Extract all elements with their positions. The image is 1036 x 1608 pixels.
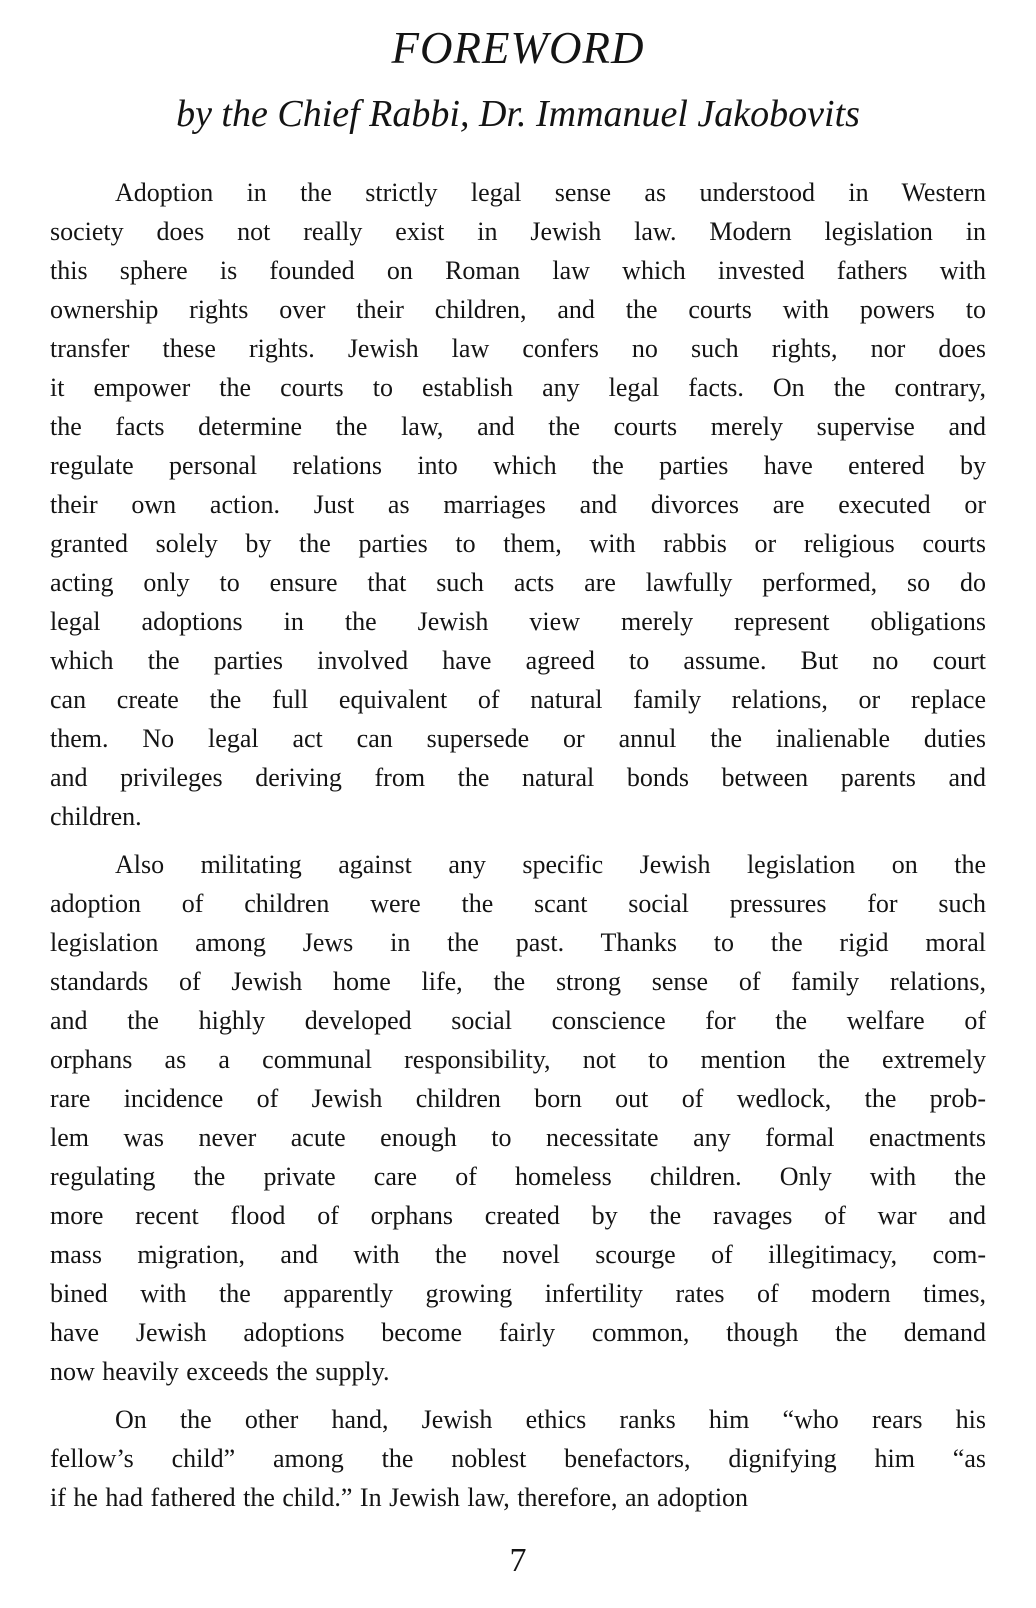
text-line: more recent flood of orphans created by the ravages of war and	[50, 1201, 986, 1230]
text-line: them. No legal act can supersede or annul the inalienable duties	[50, 724, 986, 753]
text-line: can create the full equivalent of natural family relations, or replace	[50, 685, 986, 714]
text-line: regulating the private care of homeless children. Only with the	[50, 1162, 986, 1191]
text-line: bined with the apparently growing infertility rates of modern times,	[50, 1279, 986, 1308]
text-line: adoption of children were the scant social pressures for such	[50, 889, 986, 918]
text-line: rare incidence of Jewish children born out of wedlock, the prob-	[50, 1084, 986, 1113]
paragraph-2	[50, 845, 986, 1391]
text-line: transfer these rights. Jewish law confers no such rights, nor does	[50, 334, 986, 363]
text-line: lem was never acute enough to necessitate any formal enactments	[50, 1123, 986, 1152]
text-line: now heavily exceeds the supply.	[50, 1357, 390, 1386]
page-title: FOREWORD	[391, 23, 645, 73]
text-line: which the parties involved have agreed to assume. But no court	[50, 646, 986, 675]
text-line: orphans as a communal responsibility, not to mention the extremely	[50, 1045, 986, 1074]
text-line: and privileges deriving from the natural bonds between parents and	[50, 763, 986, 792]
text-line: fellow’s child” among the noblest benefactors, dignifying him “as	[50, 1444, 986, 1473]
text-line: this sphere is founded on Roman law which invested fathers with	[50, 256, 986, 285]
text-line: ownership rights over their children, and the courts with powers to	[50, 295, 986, 324]
paragraph-3	[50, 1400, 986, 1517]
text-line: have Jewish adoptions become fairly common, though the demand	[50, 1318, 986, 1347]
page-number: 7	[509, 1542, 527, 1579]
text-line: Adoption in the strictly legal sense as understood in Western	[115, 178, 986, 207]
text-line: society does not really exist in Jewish law. Modern legislation in	[50, 217, 986, 246]
text-line: children.	[50, 802, 142, 831]
text-line: legislation among Jews in the past. Thanks to the rigid moral	[50, 928, 986, 957]
text-line: it empower the courts to establish any legal facts. On the contrary,	[50, 373, 986, 402]
text-line: and the highly developed social conscience for the welfare of	[50, 1006, 986, 1035]
text-line: acting only to ensure that such acts are lawfully performed, so do	[50, 568, 986, 597]
text-line: legal adoptions in the Jewish view merely represent obligations	[50, 607, 986, 636]
byline: by the Chief Rabbi, Dr. Immanuel Jakobovits	[176, 93, 860, 135]
paragraph-1	[50, 173, 986, 836]
text-line: if he had fathered the child.” In Jewish law, therefore, an adoption	[50, 1483, 749, 1512]
text-line: regulate personal relations into which the parties have entered by	[50, 451, 986, 480]
text-line: the facts determine the law, and the courts merely supervise and	[50, 412, 986, 441]
text-body	[50, 173, 986, 1517]
text-line: mass migration, and with the novel scourge of illegitimacy, com-	[50, 1240, 986, 1269]
text-line: granted solely by the parties to them, with rabbis or religious courts	[50, 529, 986, 558]
text-line: On the other hand, Jewish ethics ranks him “who rears his	[115, 1405, 986, 1434]
text-line: standards of Jewish home life, the strong sense of family relations,	[50, 967, 986, 996]
text-line: Also militating against any specific Jewish legislation on the	[115, 850, 986, 879]
text-line: their own action. Just as marriages and divorces are executed or	[50, 490, 986, 519]
